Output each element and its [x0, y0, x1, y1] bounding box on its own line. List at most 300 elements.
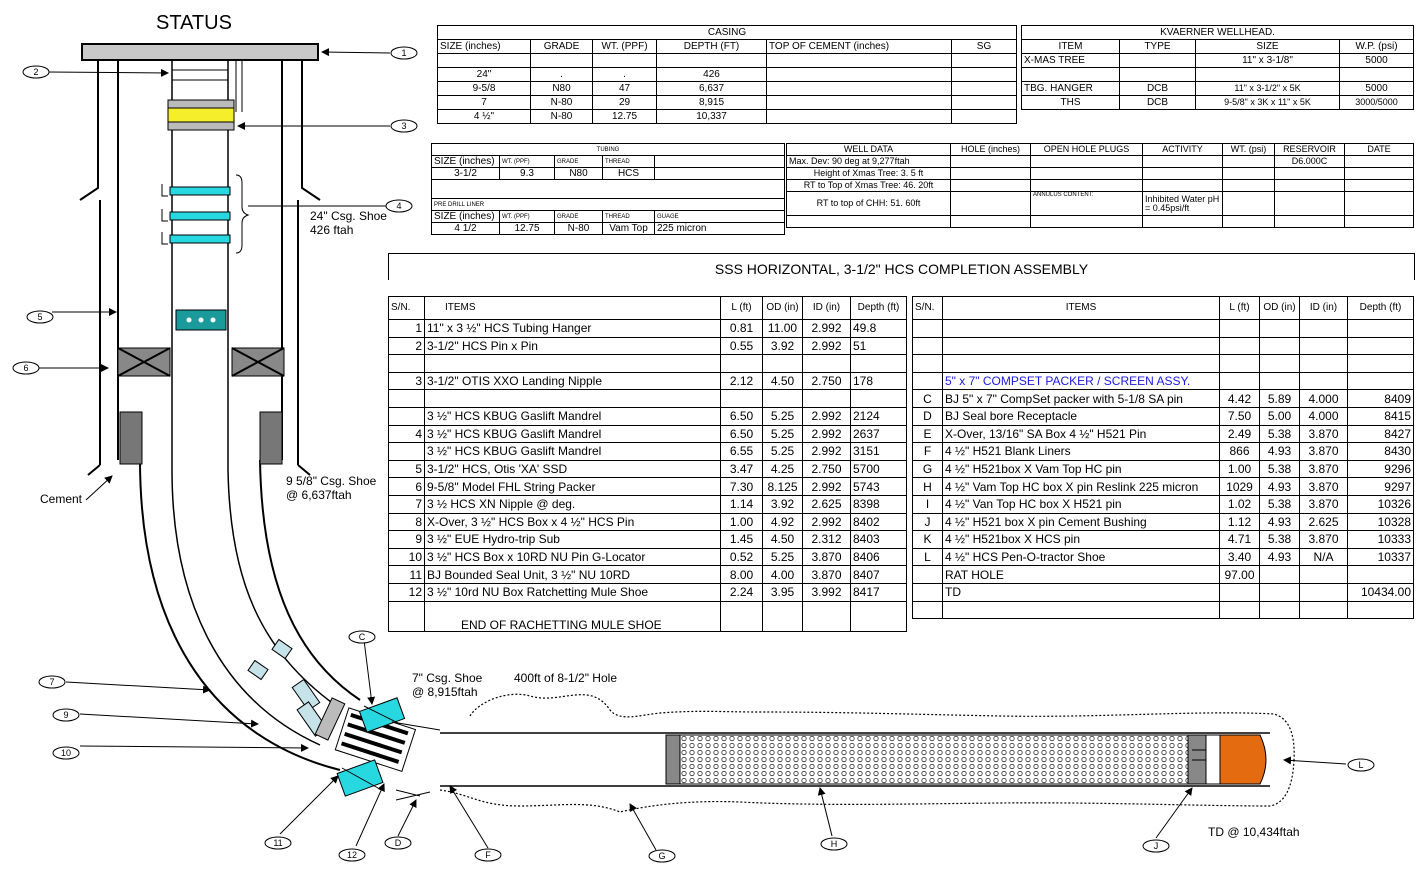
callout-10: 10 — [60, 748, 72, 758]
cell: 8409 — [1348, 390, 1414, 408]
cell — [943, 355, 1220, 373]
cell: 8.00 — [721, 566, 763, 584]
cell: 5743 — [851, 478, 907, 496]
cell: 4.000 — [1300, 407, 1348, 425]
completion-title: SSS HORIZONTAL, 3-1/2" HCS COMPLETION ASSEMBLY — [388, 253, 1415, 280]
cell: 4.93 — [1260, 443, 1300, 461]
cell: 5.38 — [1260, 425, 1300, 443]
td-label: TD @ 10,434ftah — [1208, 825, 1300, 839]
cell — [913, 601, 943, 619]
completion-header: L (ft) — [1220, 297, 1260, 320]
well-data-header: OPEN HOLE PLUGS — [1031, 144, 1143, 156]
wellhead-leg-right — [302, 60, 320, 200]
cell — [851, 355, 907, 373]
cell — [952, 82, 1017, 96]
callout-11: 11 — [273, 838, 283, 848]
cell — [655, 168, 785, 180]
table-row — [1022, 82, 1414, 96]
table-row — [913, 407, 1414, 425]
table-row — [913, 583, 1414, 601]
cell: 12.75 — [593, 110, 657, 124]
landing-nipple-yellow — [168, 108, 234, 122]
wellhead-header: TYPE — [1120, 40, 1196, 54]
cell: X-Over, 13/16" SA Box 4 ½" H521 Pin — [943, 425, 1220, 443]
cell — [952, 68, 1017, 82]
cell: 2.992 — [803, 320, 851, 338]
cell: 2.625 — [803, 495, 851, 513]
cell — [1348, 320, 1414, 338]
cell: 9-5/8 — [438, 82, 531, 96]
cell — [721, 355, 763, 373]
cell: 2 — [389, 337, 425, 355]
cell — [952, 110, 1017, 124]
casing-header: DEPTH (FT) — [657, 40, 767, 54]
casing-title: CASING — [438, 26, 1017, 40]
cell: N-80 — [531, 110, 593, 124]
cell: 7.30 — [721, 478, 763, 496]
table-row — [389, 443, 907, 461]
cell: 11" x 3 ½" HCS Tubing Hanger — [425, 320, 721, 338]
hole-label: 400ft of 8-1/2" Hole — [514, 671, 617, 685]
cell: . — [593, 68, 657, 82]
cell — [1348, 601, 1414, 619]
cell — [1260, 372, 1300, 390]
cell: 2.992 — [803, 443, 851, 461]
cell: 3.870 — [1300, 531, 1348, 549]
cell: 4.25 — [763, 460, 803, 478]
table-row — [913, 460, 1414, 478]
cell: 8,915 — [657, 96, 767, 110]
completion-header: ITEMS — [943, 297, 1220, 320]
cell: 4.71 — [1220, 531, 1260, 549]
cell: 12 — [389, 583, 425, 601]
cell — [389, 390, 425, 408]
tubing-header — [655, 156, 785, 168]
completion-header: ID (in) — [1300, 297, 1348, 320]
cell: 8430 — [1348, 443, 1414, 461]
callout-1: 1 — [401, 48, 407, 58]
cell: N/A — [1300, 548, 1348, 566]
well-data-header: WELL DATA — [787, 144, 951, 156]
cell: 4.93 — [1260, 513, 1300, 531]
cell: 4 ½" Van Top HC box X H521 pin — [943, 495, 1220, 513]
cell: 225 micron — [655, 223, 785, 235]
completion-header: L (ft) — [721, 297, 763, 320]
cell: 4 ½" H521 Blank Liners — [943, 443, 1220, 461]
cell — [913, 355, 943, 373]
cell: D — [913, 407, 943, 425]
cell: 10434.00 — [1348, 583, 1414, 601]
cell: 3-1/2 — [432, 168, 500, 180]
cell — [763, 390, 803, 408]
well-data-line: RT to Top of Xmas Tree: 46. 20ft — [787, 180, 951, 192]
cell: 8 — [389, 513, 425, 531]
wellhead-table — [1021, 25, 1414, 110]
cell: 2.992 — [803, 337, 851, 355]
reservoir-value: D6.000C — [1275, 156, 1345, 168]
cell — [1300, 355, 1348, 373]
cell: 8403 — [851, 531, 907, 549]
cell: Vam Top — [603, 223, 655, 235]
cell: 9-5/8" Model FHL String Packer — [425, 478, 721, 496]
cell: 2.312 — [803, 531, 851, 549]
cell: 9.3 — [500, 168, 555, 180]
casing-header: SG — [952, 40, 1017, 54]
cell: I — [913, 495, 943, 513]
cell: 3 ½" HCS KBUG Gaslift Mandrel — [425, 443, 721, 461]
cell: 2.992 — [803, 425, 851, 443]
cell: 5.38 — [1260, 531, 1300, 549]
completion-header: S/N. — [389, 297, 425, 320]
cell: X-MAS TREE — [1022, 54, 1120, 68]
cell — [1220, 337, 1260, 355]
cell: 2.49 — [1220, 425, 1260, 443]
tubing-header: THREAD — [603, 156, 655, 168]
table-row — [1022, 54, 1414, 68]
cell: 49.8 — [851, 320, 907, 338]
cell: 4 1/2 — [432, 223, 500, 235]
cell: N-80 — [531, 96, 593, 110]
cell: 3 ½" EUE Hydro-trip Sub — [425, 531, 721, 549]
callout-9: 9 — [63, 710, 69, 720]
status-title: STATUS — [156, 12, 232, 34]
cell: DCB — [1120, 82, 1196, 96]
cell: 1 — [389, 320, 425, 338]
cell: 2.24 — [721, 583, 763, 601]
cell: 11 — [389, 566, 425, 584]
callout-c: C — [358, 632, 366, 642]
table-row — [438, 68, 1017, 82]
cell: 2637 — [851, 425, 907, 443]
cell: 3.870 — [1300, 460, 1348, 478]
cell: 12.75 — [500, 223, 555, 235]
cell: 10,337 — [657, 110, 767, 124]
well-data-header: WT. (psi) — [1223, 144, 1275, 156]
cell: 5.38 — [1260, 495, 1300, 513]
cell: 2.992 — [803, 513, 851, 531]
cell: 8417 — [851, 583, 907, 601]
cell: 5" x 7" COMPSET PACKER / SCREEN ASSY. — [943, 372, 1220, 390]
cell: 2.750 — [803, 372, 851, 390]
cell: 3 ½" 10rd NU Box Ratchetting Mule Shoe — [425, 583, 721, 601]
cell: 9297 — [1348, 478, 1414, 496]
cell: 3 — [389, 372, 425, 390]
cell — [913, 583, 943, 601]
cell: 5000 — [1340, 54, 1414, 68]
cell: 5000 — [1340, 82, 1414, 96]
cell — [1300, 372, 1348, 390]
cell — [767, 110, 952, 124]
cell — [425, 390, 721, 408]
table-row — [913, 320, 1414, 338]
table-row — [389, 460, 907, 478]
cell: 0.81 — [721, 320, 763, 338]
cell: E — [913, 425, 943, 443]
cell: 8398 — [851, 495, 907, 513]
cell — [803, 601, 851, 631]
cell: 5.25 — [763, 443, 803, 461]
table-row — [913, 337, 1414, 355]
cell — [721, 601, 763, 631]
cell: 1029 — [1220, 478, 1260, 496]
table-row — [389, 531, 907, 549]
cell — [1260, 601, 1300, 619]
callout-d: D — [394, 838, 402, 848]
cell: 5.25 — [763, 425, 803, 443]
table-row — [913, 478, 1414, 496]
table-row — [389, 601, 907, 631]
cell: 7 — [389, 495, 425, 513]
cell: 4 ½" Vam Top HC box X pin Reslink 225 micron — [943, 478, 1220, 496]
cell: 6 — [389, 478, 425, 496]
cell: 0.55 — [721, 337, 763, 355]
table-row — [389, 337, 907, 355]
cell: 178 — [851, 372, 907, 390]
wellhead-header: ITEM — [1022, 40, 1120, 54]
cell: 11.00 — [763, 320, 803, 338]
cell: 2124 — [851, 407, 907, 425]
callout-j: J — [1153, 841, 1159, 851]
cell — [425, 355, 721, 373]
gaslift-mandrel-2 — [170, 212, 230, 220]
cell: 3 ½ HCS XN Nipple @ deg. — [425, 495, 721, 513]
cell: 24" — [438, 68, 531, 82]
table-row — [913, 443, 1414, 461]
table-row — [913, 531, 1414, 549]
casing-header: GRADE — [531, 40, 593, 54]
callout-l: L — [1358, 760, 1364, 770]
cell: BJ Bounded Seal Unit, 3 ½" NU 10RD — [425, 566, 721, 584]
cell: 3.870 — [1300, 478, 1348, 496]
liner-header: GRADE — [555, 211, 603, 223]
cell: 8406 — [851, 548, 907, 566]
completion-header: OD (in) — [1260, 297, 1300, 320]
activity-value: Inhibited Water pH = 0.45psi/ft — [1143, 192, 1223, 216]
cell: 9296 — [1348, 460, 1414, 478]
callout-h: H — [830, 839, 838, 849]
string-packer — [118, 348, 284, 376]
callout-12: 12 — [346, 850, 358, 860]
cell — [1220, 372, 1260, 390]
wellhead-header: W.P. (psi) — [1340, 40, 1414, 54]
cell — [1348, 337, 1414, 355]
cell: 3 ½" HCS KBUG Gaslift Mandrel — [425, 425, 721, 443]
well-data-header: DATE — [1345, 144, 1414, 156]
cell: 10 — [389, 548, 425, 566]
cell — [943, 337, 1220, 355]
cell: 1.00 — [1220, 460, 1260, 478]
tubing-title: TUBING — [432, 144, 785, 156]
cell — [1196, 68, 1340, 82]
cell: 4.93 — [1260, 478, 1300, 496]
cell: END OF RACHETTING MULE SHOE — [425, 601, 721, 631]
cell: 10337 — [1348, 548, 1414, 566]
cement-left — [120, 412, 142, 464]
table-row — [438, 82, 1017, 96]
cell — [721, 390, 763, 408]
table-row — [389, 390, 907, 408]
well-data-header: HOLE (inches) — [951, 144, 1031, 156]
cell: TD — [943, 583, 1220, 601]
callout-7: 7 — [49, 677, 55, 687]
well-data-line: Max. Dev: 90 deg at 9,277ftah — [787, 156, 951, 168]
cell: 4.00 — [763, 566, 803, 584]
cell — [913, 566, 943, 584]
cell: 1.00 — [721, 513, 763, 531]
cement-right — [260, 412, 282, 464]
table-row — [913, 372, 1414, 390]
cell — [1300, 337, 1348, 355]
wellhead-plate — [82, 44, 318, 60]
cell — [1260, 583, 1300, 601]
table-row — [438, 96, 1017, 110]
cell — [1348, 355, 1414, 373]
callout-g: G — [658, 851, 666, 861]
cell: H — [913, 478, 943, 496]
callout-4: 4 — [396, 201, 402, 211]
cell: 5.89 — [1260, 390, 1300, 408]
cell: 3 ½" HCS KBUG Gaslift Mandrel — [425, 407, 721, 425]
cell — [1300, 566, 1348, 584]
cell: 10326 — [1348, 495, 1414, 513]
cell — [803, 390, 851, 408]
table-row — [438, 110, 1017, 124]
cell: 3.870 — [803, 548, 851, 566]
cell: BJ 5" x 7" CompSet packer with 5-1/8 SA pin — [943, 390, 1220, 408]
cell — [389, 601, 425, 631]
cell — [913, 320, 943, 338]
cell — [389, 355, 425, 373]
well-data-header: RESERVOIR — [1275, 144, 1345, 156]
cell: THS — [1022, 96, 1120, 110]
cell — [851, 601, 907, 631]
cell: 8427 — [1348, 425, 1414, 443]
cell: 3.870 — [1300, 495, 1348, 513]
cell: 3-1/2" HCS, Otis 'XA' SSD — [425, 460, 721, 478]
cell: 11" x 3-1/2" x 5K — [1196, 82, 1340, 96]
gaslift-mandrel-1 — [170, 187, 230, 195]
cell: 1.14 — [721, 495, 763, 513]
table-row — [389, 320, 907, 338]
cell: 3151 — [851, 443, 907, 461]
cell: 2.750 — [803, 460, 851, 478]
table-row — [389, 425, 907, 443]
table-row — [389, 372, 907, 390]
cell: 1.12 — [1220, 513, 1260, 531]
cell: 866 — [1220, 443, 1260, 461]
cell: 3.870 — [1300, 425, 1348, 443]
cell: C — [913, 390, 943, 408]
cell: TBG. HANGER — [1022, 82, 1120, 96]
cell — [1300, 601, 1348, 619]
cell: BJ Seal bore Receptacle — [943, 407, 1220, 425]
cell: N80 — [531, 82, 593, 96]
cell: 8415 — [1348, 407, 1414, 425]
cell: 3-1/2" OTIS XXO Landing Nipple — [425, 372, 721, 390]
cell: 5.25 — [763, 407, 803, 425]
casing-header: TOP OF CEMENT (inches) — [767, 40, 952, 54]
cement-label: Cement — [40, 492, 83, 506]
cell: 97.00 — [1220, 566, 1260, 584]
shoe958-label: 9 5/8" Csg. Shoe @ 6,637ftah — [286, 474, 377, 502]
cell: 6.50 — [721, 425, 763, 443]
well-data-line: RT to top of CHH: 51. 60ft — [787, 192, 951, 216]
cell: 5700 — [851, 460, 907, 478]
cell: 10328 — [1348, 513, 1414, 531]
cell: 3 ½" HCS Box x 10RD NU Pin G-Locator — [425, 548, 721, 566]
cell — [389, 443, 425, 461]
cell — [767, 68, 952, 82]
cell: G — [913, 460, 943, 478]
liner-header: WT. (PPF) — [500, 211, 555, 223]
cell: L — [913, 548, 943, 566]
cell: N-80 — [555, 223, 603, 235]
cell: 2.625 — [1300, 513, 1348, 531]
completion-header: OD (in) — [763, 297, 803, 320]
table-row — [913, 390, 1414, 408]
cell: 3.47 — [721, 460, 763, 478]
cell: 9 — [389, 531, 425, 549]
table-row — [1022, 68, 1414, 82]
casing-header: WT. (PPF) — [593, 40, 657, 54]
completion-table-right — [912, 296, 1414, 619]
cell — [1260, 566, 1300, 584]
cell: 3000/5000 — [1340, 96, 1414, 110]
table-row — [389, 548, 907, 566]
table-row — [432, 223, 785, 235]
cell: 4 ½" — [438, 110, 531, 124]
callout-6: 6 — [23, 363, 29, 373]
cell — [943, 601, 1220, 619]
cell: F — [913, 443, 943, 461]
table-row — [913, 513, 1414, 531]
cell: 6.50 — [721, 407, 763, 425]
wellhead-header: SIZE — [1196, 40, 1340, 54]
cell — [1260, 337, 1300, 355]
cell — [1340, 68, 1414, 82]
callout-5: 5 — [37, 312, 43, 322]
cell: 5.38 — [1260, 460, 1300, 478]
table-row — [389, 513, 907, 531]
cell: 6,637 — [657, 82, 767, 96]
cell: . — [531, 68, 593, 82]
cell: 47 — [593, 82, 657, 96]
table-row — [913, 425, 1414, 443]
cell: N80 — [555, 168, 603, 180]
callout-3: 3 — [401, 121, 407, 131]
callout-f: F — [485, 850, 491, 860]
tubing-table — [431, 143, 785, 235]
table-row — [389, 478, 907, 496]
table-row — [1022, 96, 1414, 110]
pen-o-tractor-shoe — [1220, 735, 1266, 784]
cell — [767, 96, 952, 110]
cell: 4 ½" H521 box X pin Cement Bushing — [943, 513, 1220, 531]
cell: 29 — [593, 96, 657, 110]
cell: 5 — [389, 460, 425, 478]
liner-title: PRE DRILL LINER — [432, 199, 785, 211]
cell — [389, 407, 425, 425]
tubing-header: SIZE (inches) — [432, 156, 500, 168]
liner-header: GUAGE — [655, 211, 785, 223]
cell — [1120, 68, 1196, 82]
wellhead-title: KVAERNER WELLHEAD. — [1022, 26, 1414, 40]
table-row — [913, 566, 1414, 584]
table-row — [432, 168, 785, 180]
cell: 2.992 — [803, 407, 851, 425]
cell — [763, 601, 803, 631]
cell: 6.55 — [721, 443, 763, 461]
